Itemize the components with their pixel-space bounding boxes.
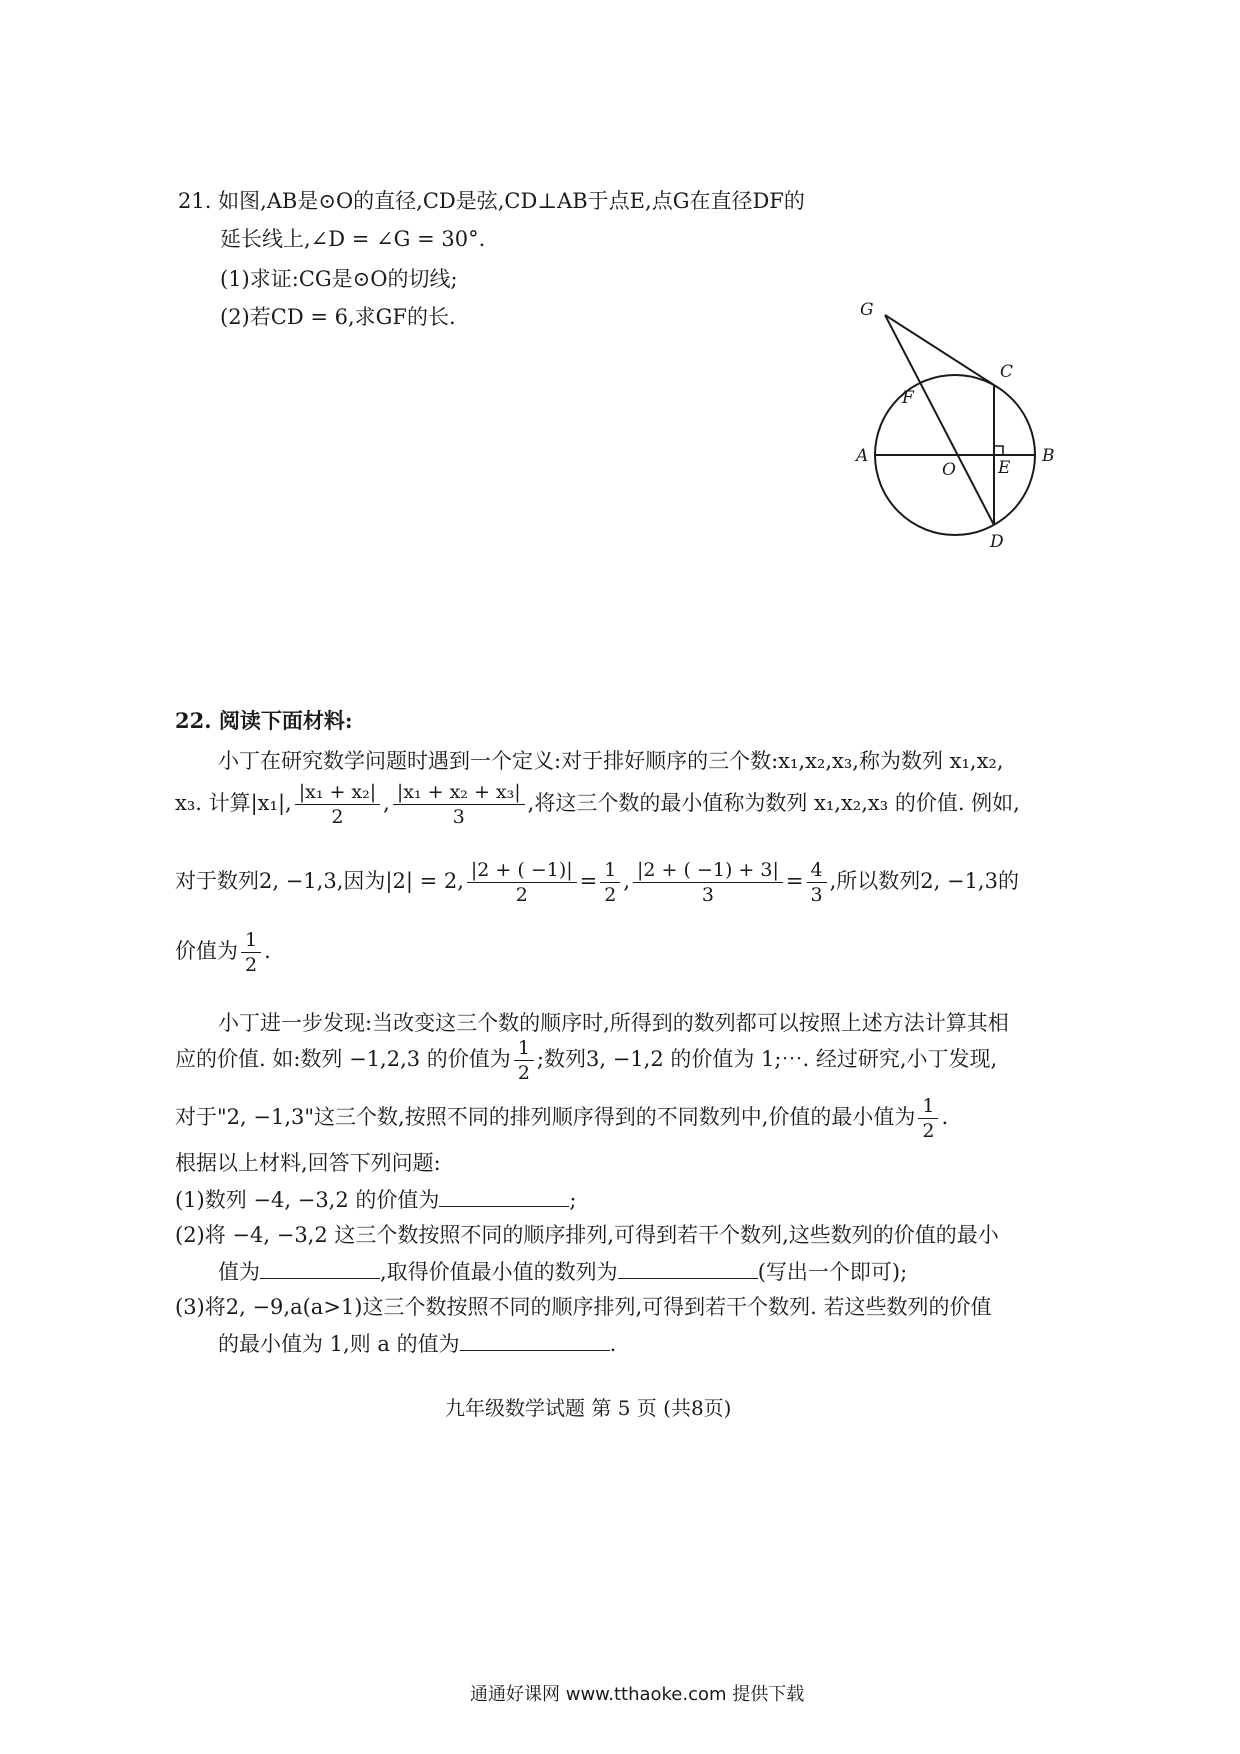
download-credit: 通通好课网 www.tthaoke.com 提供下载 <box>470 1684 805 1705</box>
q21-stem-2: 延长线上,∠D = ∠G = 30°. <box>220 227 486 251</box>
q22-p2-line3: 对于"2, −1,3"这三个数,按照不同的排列顺序得到的不同数列中,价值的最小值为 $\frac{1}{2}$ . <box>175 1095 949 1142</box>
label-d: D <box>990 532 1004 552</box>
q22-number: 22. <box>175 708 212 733</box>
page-footer: 九年级数学试题 第 5 页 (共8页) <box>445 1396 732 1420</box>
label-c: C <box>1000 362 1014 382</box>
right-angle-mark <box>994 446 1003 455</box>
line-gd <box>885 315 994 525</box>
fraction-half-3: $\frac{1}{2}$ <box>918 1094 938 1143</box>
fraction-four-thirds: $\frac{4}{3}$ <box>807 858 827 907</box>
label-f: F <box>902 388 914 408</box>
q22-p1-l2-a: x₃. 计算|x₁|, <box>175 791 292 815</box>
q22-heading: 阅读下面材料: <box>218 708 353 733</box>
fraction-x1-x2-x3: $\frac{\text{|x₁ + x₂ + x₃|}}{3}$ <box>393 780 525 829</box>
q22-sub3-line2: 的最小值为 1,则 a 的值为 . <box>218 1328 616 1359</box>
label-a: A <box>856 446 869 466</box>
q22-ask: 根据以上材料,回答下列问题: <box>175 1151 441 1175</box>
answer-blank-2b[interactable] <box>618 1256 758 1279</box>
label-o: O <box>942 460 956 480</box>
q22-p1-line3: 对于数列2, −1,3,因为|2| = 2, $\frac{|2 + ( -1)|}{2}$ = $\frac{1}{2}$ , $\frac{|2 + ( -1) + 3|}{3}$ = $\frac{4}{3}$ ,所以数列2, −1,3的 <box>175 859 1019 906</box>
q22-p1-line4: 价值为 $\frac{1}{2}$ . <box>175 929 271 976</box>
q21-stem-1: 如图,AB是⊙O的直径,CD是弦,CD⊥AB于点E,点G在直径DF的 <box>218 189 805 213</box>
fraction-x1-x2: $\frac{\text{|x₁ + x₂|}}{2}$ <box>295 780 380 829</box>
q22-sub2-line2: 值为 ,取得价值最小值的数列为 (写出一个即可); <box>218 1256 907 1287</box>
label-g: G <box>860 300 874 320</box>
q22-heading-line <box>175 706 353 736</box>
fraction-half-2: $\frac{1}{2}$ <box>514 1036 534 1085</box>
q22-p1-l2-b: ,将这三个数的最小值称为数列 x₁,x₂,x₃ 的价值. 例如, <box>527 791 1020 815</box>
circle-geometry-figure <box>850 295 1080 555</box>
q22-p2-line2: 应的价值. 如:数列 −1,2,3 的价值为 $\frac{1}{2}$ ;数列3, −1,2 的价值为 1;⋯. 经过研究,小丁发现, <box>175 1037 998 1084</box>
q22-sub2-line1: (2)将 −4, −3,2 这三个数按照不同的顺序排列,可得到若干个数列,这些数列的价值的最小 <box>175 1223 999 1247</box>
q21-number: 21. <box>178 189 212 213</box>
answer-blank-1[interactable] <box>439 1184 569 1207</box>
fraction-value-half: $\frac{1}{2}$ <box>241 928 261 977</box>
q21-part1: (1)求证:CG是⊙O的切线; <box>220 267 458 291</box>
q21-line1 <box>178 186 805 216</box>
fraction-example-2: $\frac{|2 + ( -1) + 3|}{3}$ <box>633 858 783 907</box>
label-e: E <box>998 458 1011 478</box>
q22-sub3-line1: (3)将2, −9,a(a>1)这三个数按照不同的顺序排列,可得到若干个数列. 若这些数列的价值 <box>175 1295 992 1319</box>
tangent-gc <box>885 315 994 385</box>
q22-p2-line1: 小丁进一步发现:当改变这三个数的顺序时,所得到的数列都可以按照上述方法计算其相 <box>218 1011 1009 1035</box>
answer-blank-3[interactable] <box>460 1328 610 1351</box>
q22-p1-line1: 小丁在研究数学问题时遇到一个定义:对于排好顺序的三个数:x₁,x₂,x₃,称为数列 x₁,x₂, <box>218 749 1004 773</box>
q21-part2: (2)若CD = 6,求GF的长. <box>220 305 456 329</box>
fraction-one-half: $\frac{1}{2}$ <box>600 858 620 907</box>
q22-p1-line2: x₃. 计算|x₁|, $\frac{\text{|x₁ + x₂|}}{2}$ , $\frac{\text{|x₁ + x₂ + x₃|}}{3}$ ,将这三个数的最小值称为数列 x₁,x₂,x₃ 的价值. 例如, <box>175 781 1020 828</box>
fraction-example-1: $\frac{|2 + ( -1)|}{2}$ <box>467 858 577 907</box>
label-b: B <box>1042 446 1055 466</box>
q22-sub1: (1)数列 −4, −3,2 的价值为 ; <box>175 1184 576 1215</box>
answer-blank-2a[interactable] <box>260 1256 380 1279</box>
